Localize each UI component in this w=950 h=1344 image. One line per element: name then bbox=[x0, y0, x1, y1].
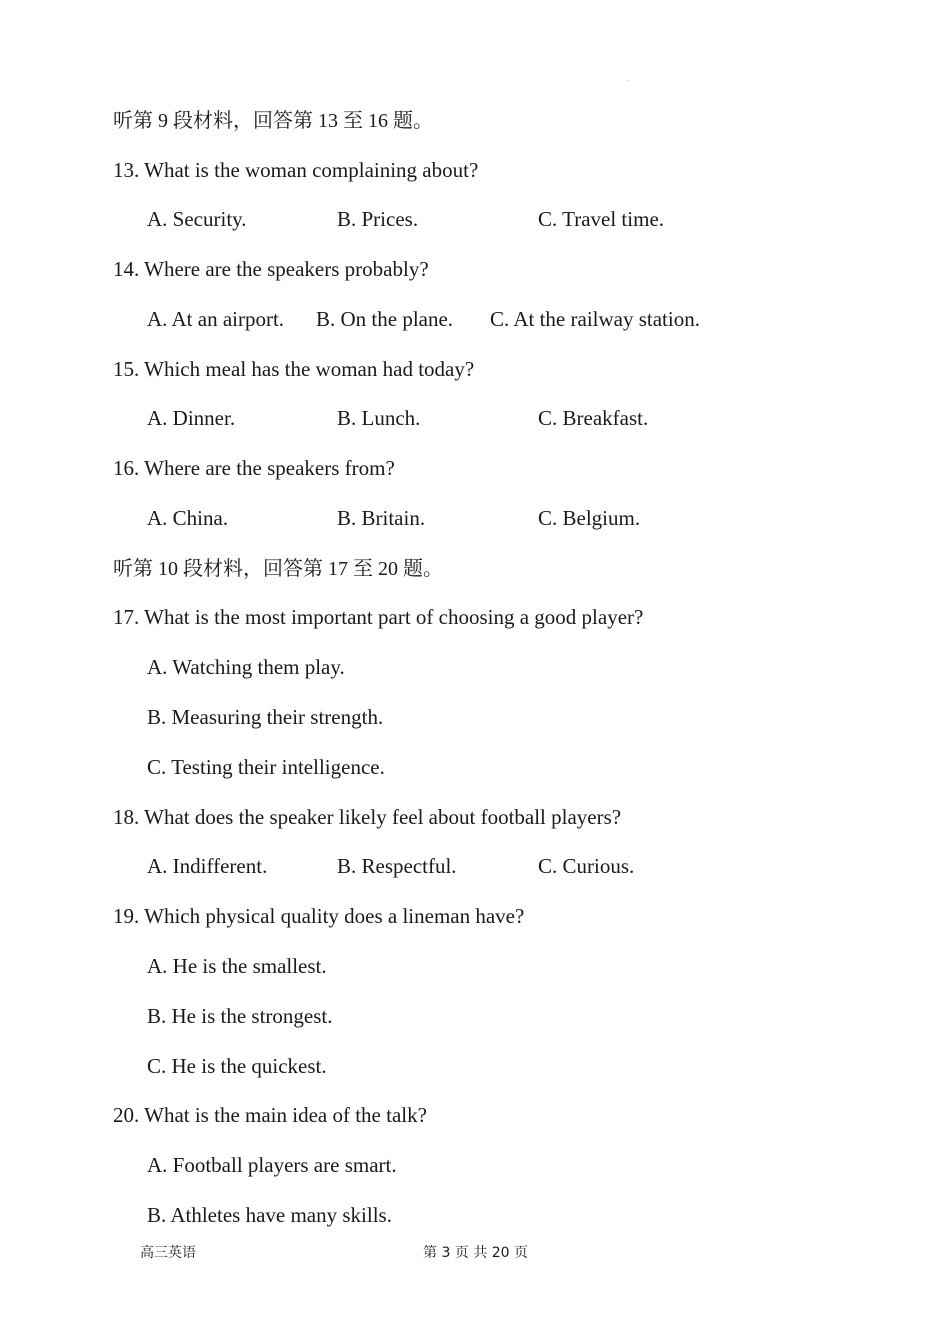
footer-number: 3 bbox=[441, 1245, 451, 1261]
heading-text: 至 bbox=[353, 556, 373, 580]
option-19c: C. He is the quickest. bbox=[147, 1054, 327, 1078]
scan-speck bbox=[628, 80, 629, 81]
option-20a: A. Football players are smart. bbox=[147, 1153, 397, 1177]
option-17c: C. Testing their intelligence. bbox=[147, 755, 385, 779]
option-19a: A. He is the smallest. bbox=[147, 954, 327, 978]
option-14b: B. On the plane. bbox=[316, 307, 454, 331]
question-20: 20. What is the main idea of the talk? bbox=[113, 1103, 427, 1127]
heading-text: 段材料，回答第 bbox=[173, 108, 313, 132]
heading-number: 17 bbox=[328, 558, 348, 580]
heading-text: 至 bbox=[343, 108, 363, 132]
question-16: 16. Where are the speakers from? bbox=[113, 456, 395, 480]
section-heading-10 bbox=[113, 555, 443, 582]
option-14a: A. At an airport. bbox=[147, 307, 285, 331]
question-15: 15. Which meal has the woman had today? bbox=[113, 357, 475, 381]
heading-number: 13 bbox=[318, 110, 338, 132]
section-heading-9 bbox=[113, 107, 433, 134]
option-13c: C. Travel time. bbox=[538, 207, 665, 231]
option-16c: C. Belgium. bbox=[538, 506, 641, 530]
question-18: 18. What does the speaker likely feel about football players? bbox=[113, 805, 622, 829]
heading-number: 20 bbox=[378, 558, 398, 580]
heading-text: 听第 bbox=[113, 108, 153, 132]
option-16b: B. Britain. bbox=[337, 506, 426, 530]
footer-text: 第 bbox=[423, 1245, 437, 1261]
option-19b: B. He is the strongest. bbox=[147, 1004, 333, 1028]
option-14c: C. At the railway station. bbox=[490, 307, 700, 331]
footer-page-number bbox=[423, 1244, 528, 1262]
heading-text: 段材料，回答第 bbox=[183, 556, 323, 580]
option-17a: A. Watching them play. bbox=[147, 655, 345, 679]
option-16a: A. China. bbox=[147, 506, 229, 530]
option-18c: C. Curious. bbox=[538, 854, 635, 878]
option-15c: C. Breakfast. bbox=[538, 406, 649, 430]
option-18a: A. Indifferent. bbox=[147, 854, 268, 878]
question-19: 19. Which physical quality does a lineman have? bbox=[113, 904, 525, 928]
option-13b: B. Prices. bbox=[337, 207, 419, 231]
option-15b: B. Lunch. bbox=[337, 406, 421, 430]
footer-text: 页 共 bbox=[454, 1245, 488, 1261]
heading-text: 题。 bbox=[393, 108, 433, 132]
footer-number: 20 bbox=[491, 1245, 510, 1261]
question-17: 17. What is the most important part of choosing a good player? bbox=[113, 605, 644, 629]
question-13: 13. What is the woman complaining about? bbox=[113, 158, 479, 182]
heading-number: 9 bbox=[158, 110, 168, 132]
option-20b: B. Athletes have many skills. bbox=[147, 1203, 392, 1227]
option-18b: B. Respectful. bbox=[337, 854, 457, 878]
heading-text: 听第 bbox=[113, 556, 153, 580]
option-15a: A. Dinner. bbox=[147, 406, 236, 430]
heading-text: 题。 bbox=[403, 556, 443, 580]
footer-subject: 高三英语 bbox=[140, 1245, 196, 1261]
option-17b: B. Measuring their strength. bbox=[147, 705, 384, 729]
question-14: 14. Where are the speakers probably? bbox=[113, 257, 429, 281]
heading-number: 16 bbox=[368, 110, 388, 132]
heading-number: 10 bbox=[158, 558, 178, 580]
option-13a: A. Security. bbox=[147, 207, 247, 231]
footer-text: 页 bbox=[514, 1245, 529, 1261]
